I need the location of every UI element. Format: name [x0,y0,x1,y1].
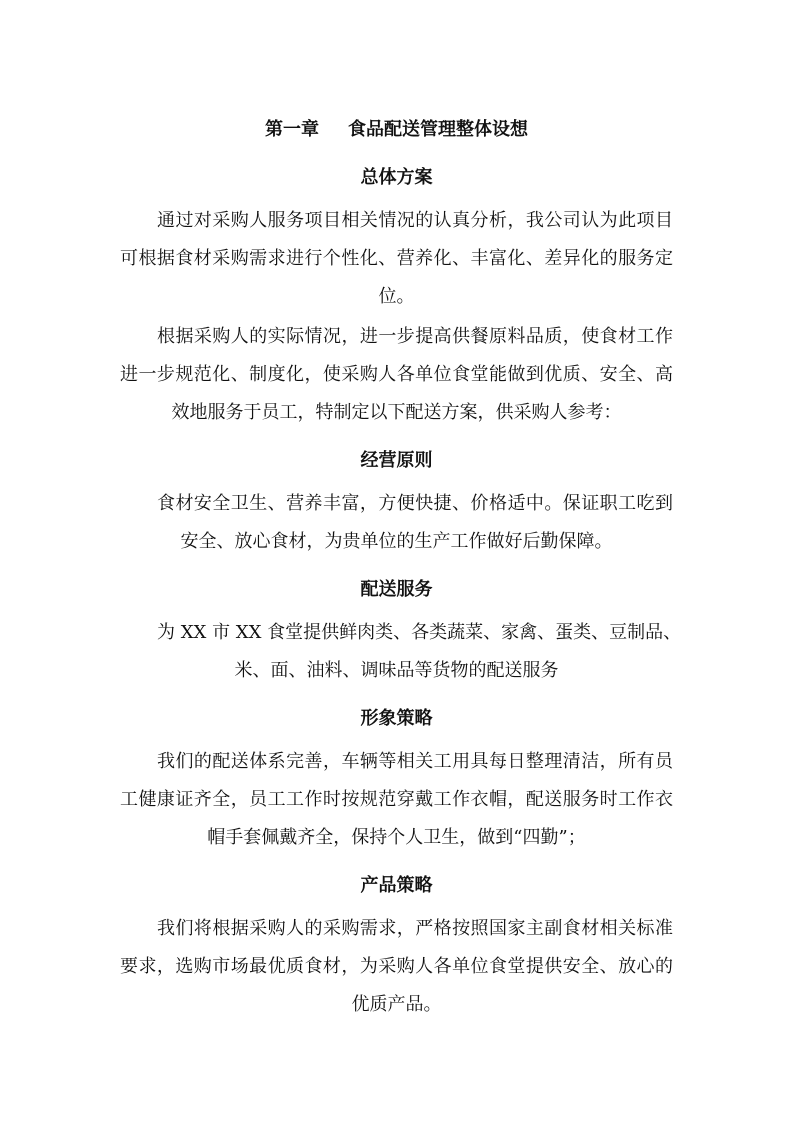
paragraph-line: 根据采购人的实际情况，进一步提高供餐原料品质，使食材工作 [157,326,673,347]
section-image-strategy [120,700,673,857]
paragraph [120,614,682,690]
paragraph-line: 位。 [378,286,415,307]
paragraph [120,318,673,432]
section-delivery-service [120,571,682,690]
section-heading: 产品策略 [360,875,433,896]
section-product-strategy [120,867,673,1024]
paragraph-line: 帽手套佩戴齐全，保持个人卫生，做到“四勤”； [207,827,586,848]
chapter-name: 食品配送管理整体设想 [348,119,528,140]
paragraph-line: 工健康证齐全，员工工作时按规范穿戴工作衣帽，配送服务时工作衣 [120,789,673,810]
paragraph-line: 要求，选购市场最优质食材，为采购人各单位食堂提供安全、放心的 [120,956,673,977]
paragraph-line: 可根据食材采购需求进行个性化、营养化、丰富化、差异化的服务定 [120,248,673,269]
paragraph [120,202,673,316]
paragraph [120,743,673,857]
section-heading: 配送服务 [360,579,433,600]
paragraph-line: 食材安全卫生、营养丰富，方便快捷、价格适中。保证职工吃到 [157,493,673,514]
chapter-title [120,111,673,149]
chapter-label: 第一章 [265,119,319,140]
section-business-principles [120,442,673,561]
paragraph-line: 我们将根据采购人的采购需求，严格按照国家主副食材相关标准 [157,918,673,939]
paragraph-line: 优质产品。 [351,994,442,1015]
section-overall-plan [120,159,673,432]
paragraph-line: 进一步规范化、制度化，使采购人各单位食堂能做到优质、安全、高 [120,364,673,385]
section-heading: 经营原则 [360,450,433,471]
paragraph-line: 米、面、油料、调味品等货物的配送服务 [234,660,559,681]
paragraph-line: 效地服务于员工，特制定以下配送方案，供采购人参考： [171,402,622,423]
paragraph-line: 为 XX 市 XX 食堂提供鲜肉类、各类蔬菜、家禽、蛋类、豆制品、 [157,622,682,643]
section-heading: 总体方案 [360,167,433,188]
paragraph [120,485,673,561]
paragraph-line: 我们的配送体系完善，车辆等相关工用具每日整理清洁，所有员 [157,751,673,772]
paragraph-line: 通过对采购人服务项目相关情况的认真分析，我公司认为此项目 [157,210,673,231]
section-heading: 形象策略 [360,708,433,729]
paragraph [120,910,673,1024]
paragraph-line: 安全、放心食材，为贵单位的生产工作做好后勤保障。 [180,531,613,552]
